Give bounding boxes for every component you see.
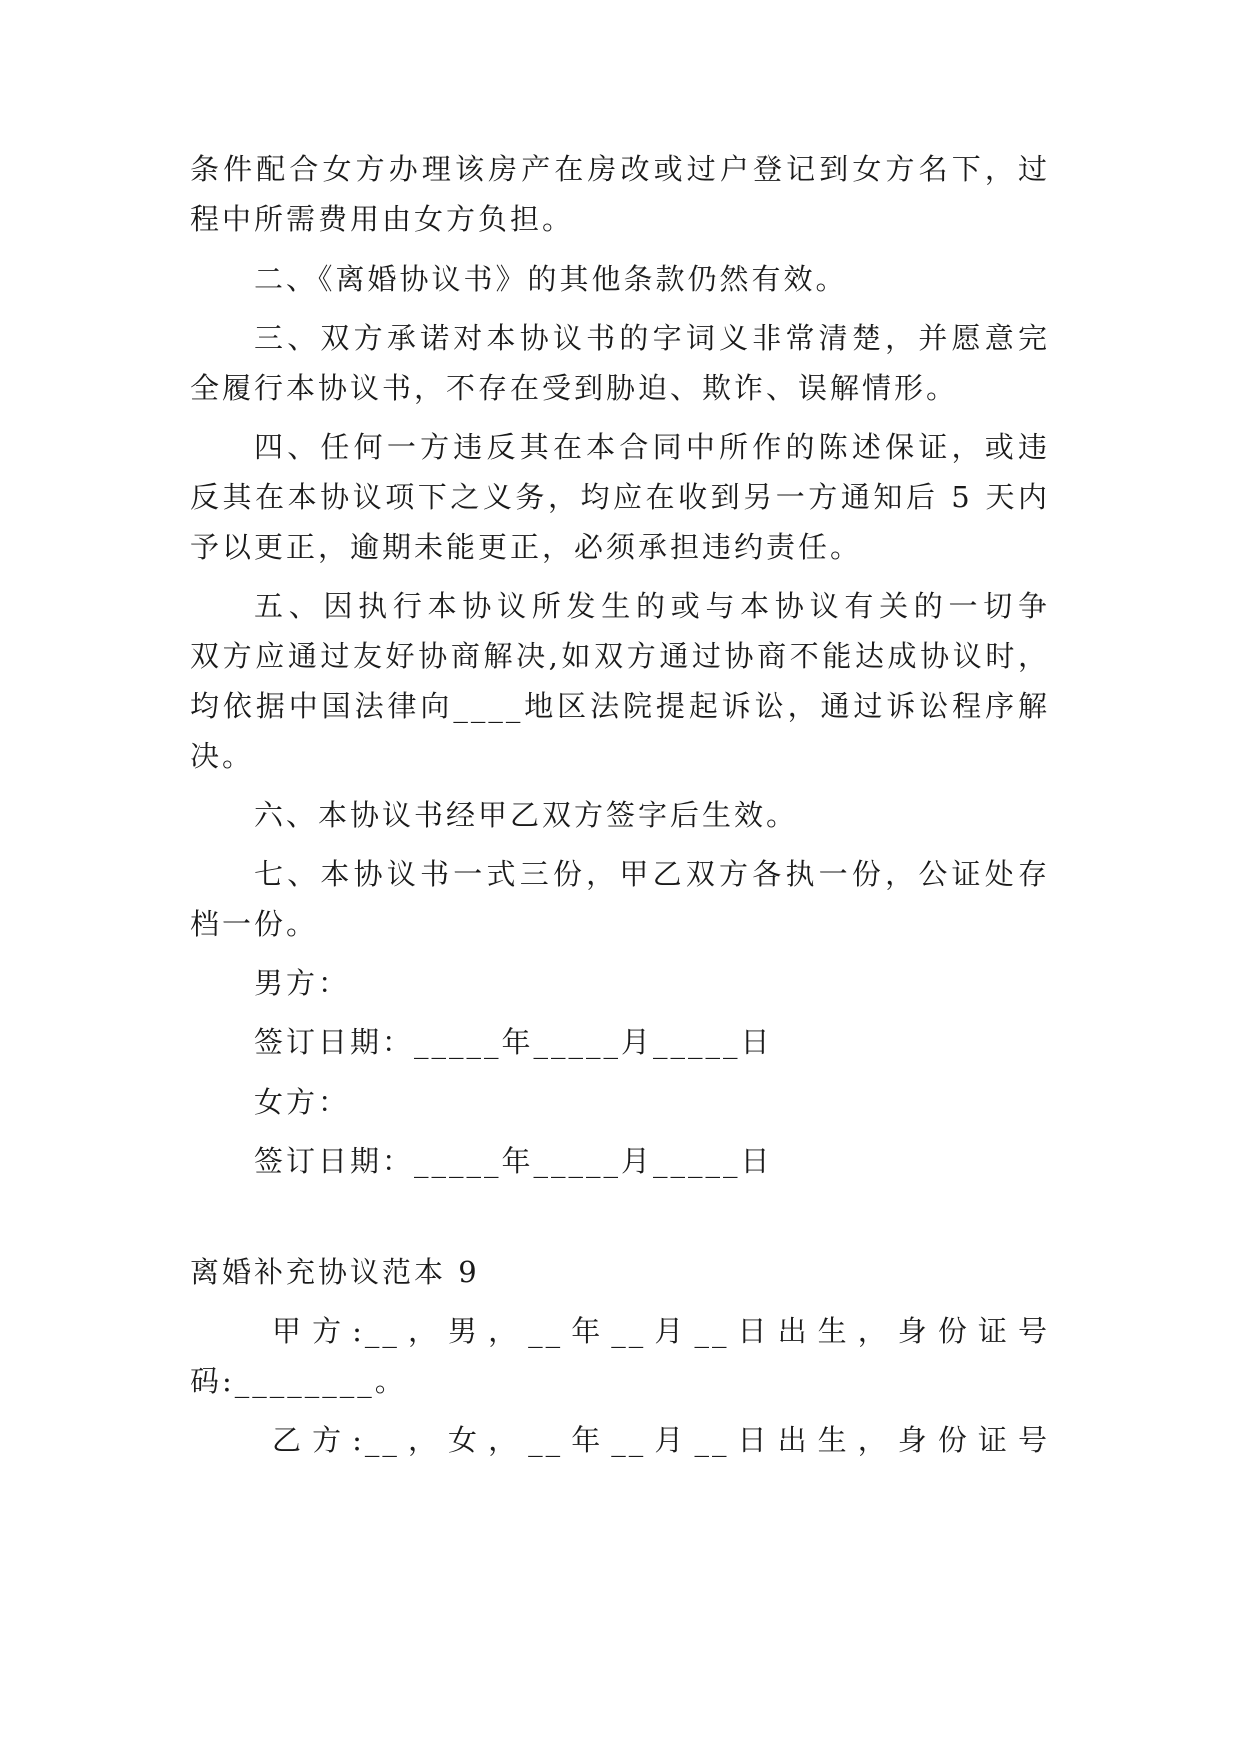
section-title: 离婚补充协议范本 9 xyxy=(190,1255,480,1289)
party-a-line: 甲方:__，男，__年__月__日出生，身份证号 xyxy=(272,1314,1050,1348)
paragraph-line: 档一份。 xyxy=(190,907,319,941)
clause-5: 五、因执行本协议所发生的或与本协议有关的一切争 xyxy=(254,589,1050,623)
paragraph-line: 予以更正，逾期未能更正，必须承担违约责任。 xyxy=(190,530,863,564)
male-sign-date: 签订日期：_____年_____月_____日 xyxy=(254,1025,773,1059)
clause-2: 二、《离婚协议书》的其他条款仍然有效。 xyxy=(254,262,848,296)
paragraph-line: 双方应通过友好协商解决,如双方通过协商不能达成协议时， xyxy=(190,639,1050,673)
female-party-label: 女方： xyxy=(254,1085,351,1119)
clause-4: 四、任何一方违反其在本合同中所作的陈述保证，或违 xyxy=(254,430,1050,464)
female-sign-date: 签订日期：_____年_____月_____日 xyxy=(254,1144,773,1178)
paragraph-line: 条件配合女方办理该房产在房改或过户登记到女方名下，过 xyxy=(190,152,1050,186)
paragraph-line: 全履行本协议书，不存在受到胁迫、欺诈、误解情形。 xyxy=(190,371,959,405)
clause-6: 六、本协议书经甲乙双方签字后生效。 xyxy=(254,798,799,832)
clause-3: 三、双方承诺对本协议书的字词义非常清楚，并愿意完 xyxy=(254,321,1050,355)
male-party-label: 男方： xyxy=(254,966,351,1000)
paragraph-line: 均依据中国法律向____地区法院提起诉讼，通过诉讼程序解 xyxy=(190,689,1050,723)
party-a-id-line: 码:________。 xyxy=(190,1364,407,1398)
clause-7: 七、本协议书一式三份，甲乙双方各执一份，公证处存 xyxy=(254,857,1050,891)
paragraph-line: 程中所需费用由女方负担。 xyxy=(190,202,575,236)
paragraph-line: 决。 xyxy=(190,739,255,773)
paragraph-line: 反其在本协议项下之义务，均应在收到另一方通知后 5 天内 xyxy=(190,480,1050,514)
party-b-line: 乙方:__，女，__年__月__日出生，身份证号 xyxy=(272,1423,1050,1457)
